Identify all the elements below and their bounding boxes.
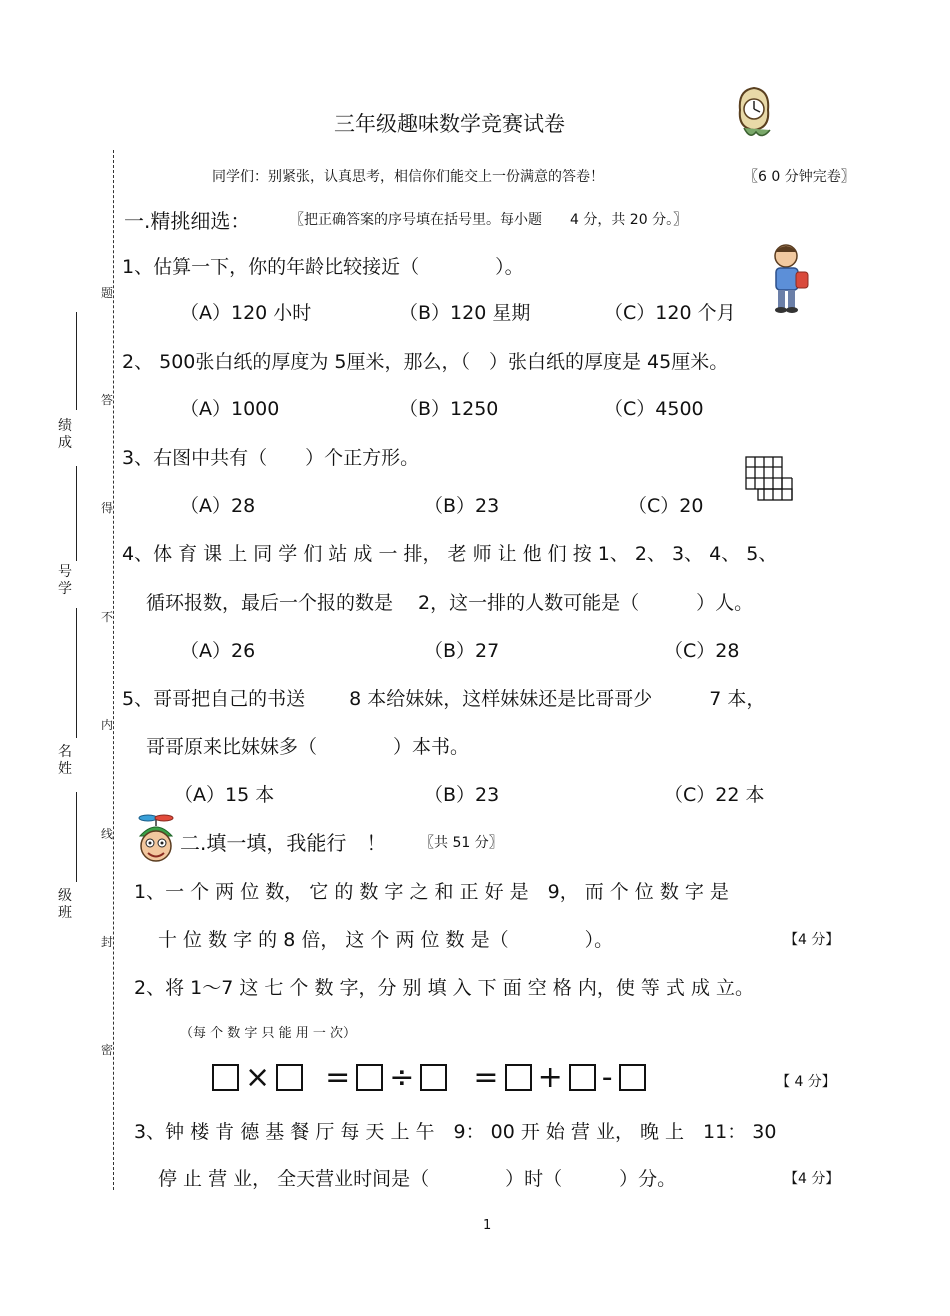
page-subtitle: 同学们：别紧张，认真思考，相信你们能交上一份满意的答卷！ <box>212 169 604 185</box>
fill-question-3: 3、钟 楼 肯 德 基 餐 厅 每 天 上 午 9： 00 开 始 营 业， 晚 上 11： 30 <box>134 1121 777 1143</box>
question-3-option-b: （B）23 <box>424 495 500 517</box>
question-5: 5、哥哥把自己的书送 8 本给妹妹，这样妹妹还是比哥哥少 7 本， <box>122 688 766 710</box>
question-5-option-a: （A）15 本 <box>174 784 275 806</box>
seal-char: 内 <box>101 718 114 732</box>
page-title: 三年级趣味数学竞赛试卷 <box>334 112 565 136</box>
question-2: 2、 500张白纸的厚度为 5厘米，那么，（ ）张白纸的厚度是 45厘米。 <box>122 351 729 373</box>
question-3-option-a: （A）28 <box>180 495 256 517</box>
equals-sign: = <box>325 1059 351 1095</box>
fill-question-2: 2、将 1～7 这 七 个 数 字，分 别 填 入 下 面 空 格 内，使 等 式 成 立。 <box>134 977 754 999</box>
field-line <box>76 312 77 410</box>
section1-heading: 一.精挑细选： <box>124 209 251 233</box>
question-1-option-a: （A）120 小时 <box>180 302 312 324</box>
field-line <box>76 792 77 882</box>
question-5-option-b: （B）23 <box>424 784 500 806</box>
question-2-option-c: （C）4500 <box>604 398 704 420</box>
field-line <box>76 608 77 738</box>
question-4: 4、体 育 课 上 同 学 们 站 成 一 排， 老 师 让 他 们 按 1、 2、 3、 4、 5、 <box>122 543 778 565</box>
section2-heading: 二.填一填，我能行 ！ <box>180 831 387 855</box>
question-3-option-c: （C）20 <box>628 495 704 517</box>
square-grid-figure-icon <box>745 456 795 502</box>
question-3: 3、右图中共有（ ）个正方形。 <box>122 447 420 469</box>
field-line <box>76 466 77 561</box>
field-class-label: 级班 <box>58 888 72 921</box>
question-4-line2: 循环报数，最后一个报的数是 2，这一排的人数可能是（ ）人。 <box>146 592 754 614</box>
question-2-option-a: （A）1000 <box>180 398 280 420</box>
propeller-kid-illustration-icon <box>132 812 182 868</box>
question-5-line2: 哥哥原来比妹妹多（ ）本书。 <box>146 736 470 758</box>
fill-question-2-points: 【 4 分】 <box>776 1074 836 1090</box>
seal-char: 线 <box>101 827 114 841</box>
answer-box[interactable] <box>420 1064 447 1091</box>
seal-char: 得 <box>101 501 114 515</box>
question-1-option-b: （B）120 星期 <box>399 302 531 324</box>
times-sign: × <box>245 1059 271 1095</box>
field-score-label: 绩成 <box>58 418 72 451</box>
seal-char: 不 <box>101 610 114 624</box>
answer-box[interactable] <box>505 1064 532 1091</box>
question-1: 1、估算一下，你的年龄比较接近（ ）。 <box>122 256 524 278</box>
field-number-label: 号学 <box>58 564 72 597</box>
section1-hint: 〖把正确答案的序号填在括号里。每小题 4 分，共 20 分。〗 <box>290 212 688 228</box>
divide-sign: ÷ <box>389 1059 415 1095</box>
fill-question-1-points: 【4 分】 <box>784 932 840 948</box>
seal-char: 密 <box>101 1043 114 1057</box>
plus-sign: + <box>537 1059 563 1095</box>
fill-question-1: 1、一 个 两 位 数， 它 的 数 字 之 和 正 好 是 9， 而 个 位 数 字 是 <box>134 881 729 903</box>
student-illustration-icon <box>766 240 812 316</box>
answer-box[interactable] <box>356 1064 383 1091</box>
equation-row <box>212 1060 646 1095</box>
page-number: 1 <box>483 1218 492 1233</box>
clock-illustration-icon <box>730 82 778 142</box>
fill-question-3-line2: 停 止 营 业， 全天营业时间是（ ）时（ ）分。 <box>158 1168 677 1190</box>
seal-char: 题 <box>101 286 114 300</box>
answer-box[interactable] <box>619 1064 646 1091</box>
fill-question-1-line2: 十 位 数 字 的 8 倍， 这 个 两 位 数 是（ ）。 <box>158 929 614 951</box>
seal-cut-line <box>113 150 114 1190</box>
question-4-option-a: （A）26 <box>180 640 256 662</box>
time-note: 〖6 0 分钟完卷〗 <box>744 169 855 185</box>
question-1-option-c: （C）120 个月 <box>604 302 736 324</box>
section2-hint: 〖共 51 分〗 <box>420 835 503 851</box>
answer-box[interactable] <box>212 1064 239 1091</box>
field-name-label: 名姓 <box>58 744 72 777</box>
minus-sign: - <box>601 1059 613 1095</box>
question-4-option-b: （B）27 <box>424 640 500 662</box>
fill-question-3-points: 【4 分】 <box>784 1171 840 1187</box>
fill-question-2-note: （每 个 数 字 只 能 用 一 次） <box>180 1026 357 1041</box>
seal-char: 答 <box>101 393 114 407</box>
question-2-option-b: （B）1250 <box>399 398 499 420</box>
question-4-option-c: （C）28 <box>664 640 740 662</box>
seal-char: 封 <box>101 935 114 949</box>
question-5-option-c: （C）22 本 <box>664 784 765 806</box>
answer-box[interactable] <box>276 1064 303 1091</box>
answer-box[interactable] <box>569 1064 596 1091</box>
equals-sign: = <box>473 1059 499 1095</box>
